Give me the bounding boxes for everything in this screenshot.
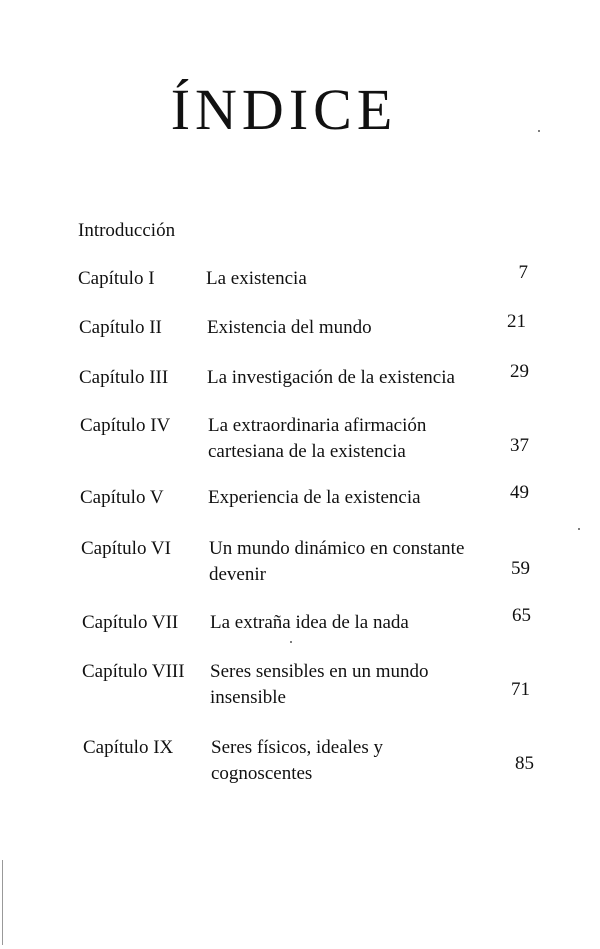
chapter-label: Capítulo VII [82, 612, 179, 633]
chapter-label: Capítulo I [78, 268, 155, 289]
chapter-label: Capítulo III [79, 367, 169, 388]
page-number: 7 [518, 262, 528, 283]
chapter-title: Experiencia de la existencia [208, 487, 421, 508]
chapter-title: La existencia [206, 268, 307, 289]
chapter-title: Seres físicos, ideales y cognoscentes [211, 737, 384, 784]
page-number: 59 [511, 558, 530, 579]
chapter-label: Capítulo VIII [82, 661, 185, 682]
scan-speck [290, 641, 292, 643]
page-number: 65 [512, 605, 531, 626]
chapter-title: Existencia del mundo [207, 317, 372, 338]
chapter-label: Capítulo II [79, 317, 162, 338]
chapter-title: Un mundo dinámico en constante devenir [209, 538, 465, 585]
chapter-title: Seres sensibles en un mundo insensible [210, 661, 429, 708]
introduction-label: Introducción [78, 220, 176, 241]
chapter-title: La extraña idea de la nada [210, 612, 409, 633]
chapter-label: Capítulo IX [83, 737, 174, 758]
page-number: 37 [510, 435, 529, 456]
page-number: 49 [510, 482, 529, 503]
chapter-label: Capítulo VI [81, 538, 171, 559]
page-title: ÍNDICE [170, 77, 398, 142]
scan-speck [538, 130, 540, 132]
chapter-label: Capítulo IV [80, 415, 171, 436]
page-number: 71 [511, 679, 530, 700]
scan-speck [578, 528, 580, 530]
page-number: 29 [510, 361, 529, 382]
page-number: 85 [515, 753, 534, 774]
chapter-label: Capítulo V [80, 487, 164, 508]
scan-edge-line [2, 860, 3, 945]
page-number: 21 [507, 311, 526, 332]
chapter-title: La investigación de la existencia [207, 367, 455, 388]
chapter-title: La extraordinaria afirmación cartesiana de la existencia [208, 415, 427, 462]
